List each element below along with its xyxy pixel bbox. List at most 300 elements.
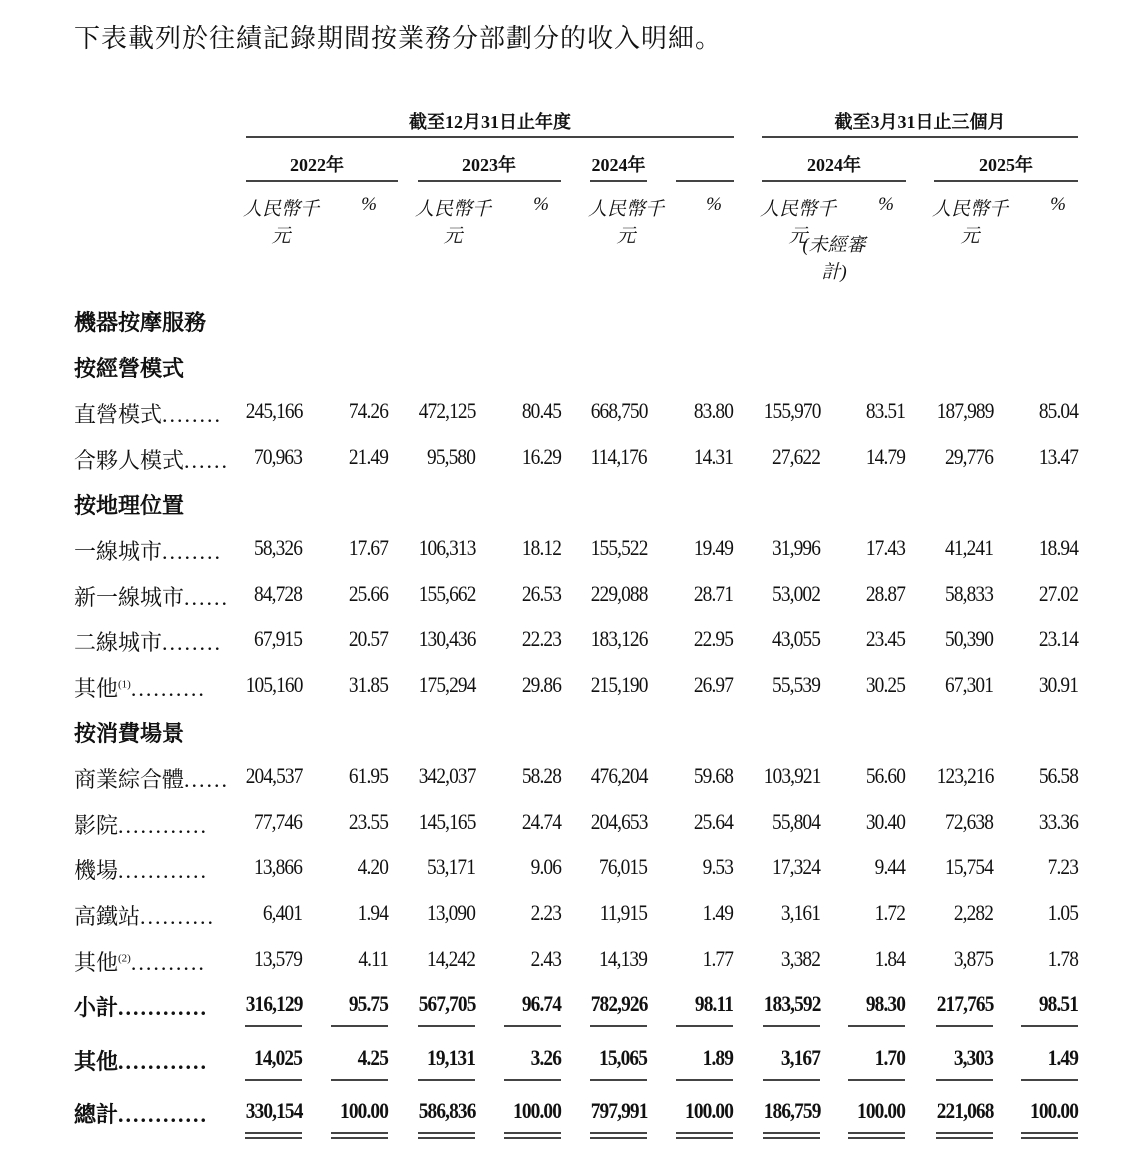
cell-value: 1.78 (1047, 946, 1078, 971)
cell-value: 3,303 (953, 1045, 993, 1070)
percent-cell (992, 763, 1078, 789)
amount-cell (907, 626, 993, 652)
percent-cell (819, 444, 905, 470)
amount-cell (561, 581, 647, 607)
cell-value: 330,154 (245, 1098, 302, 1123)
header-quarter: 截至3月31日止三個月 (834, 112, 1006, 132)
percent-cell (647, 809, 733, 835)
amount-cell (734, 626, 820, 652)
cell-value: 18.12 (521, 535, 561, 560)
cell-value: 26.97 (693, 672, 733, 697)
percent-cell (647, 900, 733, 926)
amount-cell (561, 991, 647, 1017)
row-label (74, 946, 206, 977)
amount-cell (907, 444, 993, 470)
amount-cell (216, 1098, 302, 1124)
cell-value: 17,324 (772, 854, 820, 879)
percent-cell (819, 1045, 905, 1071)
amount-cell (907, 581, 993, 607)
cell-value: 70,963 (254, 444, 302, 469)
percent-cell (647, 1098, 733, 1124)
cell-value: 1.49 (1047, 1045, 1078, 1070)
underline (418, 1079, 475, 1081)
row-label-text: 商業綜合體 (74, 767, 185, 792)
amount-cell (389, 581, 475, 607)
percent-cell (302, 626, 388, 652)
percent-cell (992, 946, 1078, 972)
cell-value: 9.06 (530, 854, 561, 879)
leader-dots: ............ (118, 858, 209, 883)
leader-dots: ...... (184, 585, 230, 610)
year-2025-q1: 2025年 (979, 155, 1033, 175)
amount-cell (216, 1045, 302, 1071)
underline (848, 1025, 905, 1027)
amount-cell (734, 444, 820, 470)
double-underline (848, 1132, 905, 1139)
amount-cell (907, 809, 993, 835)
unit-percent: % (361, 194, 377, 215)
cell-value: 11,915 (599, 900, 647, 925)
double-underline (936, 1132, 993, 1139)
amount-cell (561, 900, 647, 926)
divider (934, 180, 1078, 182)
percent-cell (302, 946, 388, 972)
leader-dots: ............ (118, 995, 209, 1020)
percent-cell (819, 398, 905, 424)
row-label (74, 717, 184, 748)
cell-value: 98.51 (1038, 991, 1078, 1016)
cell-value: 567,705 (418, 991, 475, 1016)
row-label (74, 1098, 208, 1129)
leader-dots: ...... (184, 448, 230, 473)
amount-cell (561, 1098, 647, 1124)
percent-cell (819, 809, 905, 835)
amount-cell (389, 535, 475, 561)
cell-value: 17.67 (348, 535, 388, 560)
cell-value: 58,326 (254, 535, 302, 560)
cell-value: 25.64 (693, 809, 733, 834)
cell-value: 31,996 (772, 535, 820, 560)
percent-cell (647, 991, 733, 1017)
cell-value: 4.25 (357, 1045, 388, 1070)
percent-cell (475, 1098, 561, 1124)
row-label (74, 535, 222, 566)
amount-cell (389, 444, 475, 470)
row-label-text: 按消費場景 (74, 721, 185, 746)
row-label (74, 1045, 208, 1076)
underline (504, 1079, 561, 1081)
cell-value: 1.72 (874, 900, 905, 925)
amount-cell (734, 763, 820, 789)
section-heading (0, 717, 1144, 747)
amount-cell (561, 854, 647, 880)
percent-cell (819, 535, 905, 561)
percent-cell (647, 535, 733, 561)
percent-cell (302, 809, 388, 835)
leader-dots: ............ (118, 1049, 209, 1074)
cell-value: 29,776 (945, 444, 993, 469)
cell-value: 83.51 (865, 398, 905, 423)
cell-value: 14,242 (427, 946, 475, 971)
cell-value: 9.53 (702, 854, 733, 879)
amount-cell (907, 854, 993, 880)
row-label (74, 581, 229, 612)
row-label-text: 機場 (74, 858, 119, 883)
table-row (0, 763, 1144, 793)
underline (504, 1025, 561, 1027)
amount-cell (216, 763, 302, 789)
percent-cell (819, 854, 905, 880)
percent-cell (992, 809, 1078, 835)
cell-value: 17.43 (865, 535, 905, 560)
cell-value: 103,921 (763, 763, 820, 788)
cell-value: 215,190 (590, 672, 647, 697)
row-label (74, 991, 208, 1022)
table-row (0, 809, 1144, 839)
double-underline (418, 1132, 475, 1139)
double-underline (676, 1132, 733, 1139)
double-underline (504, 1132, 561, 1139)
row-label (74, 626, 222, 657)
year-2024: 2024年 (591, 155, 646, 175)
amount-cell (734, 854, 820, 880)
amount-cell (907, 763, 993, 789)
amount-cell (389, 398, 475, 424)
cell-value: 204,537 (245, 763, 302, 788)
cell-value: 14.31 (693, 444, 733, 469)
row-label (74, 900, 215, 931)
percent-cell (302, 854, 388, 880)
percent-cell (475, 581, 561, 607)
amount-cell (389, 672, 475, 698)
row-label-text: 按經營模式 (74, 356, 185, 381)
row-label-text: 合夥人模式 (74, 448, 185, 473)
cell-value: 22.95 (693, 626, 733, 651)
cell-value: 1.70 (874, 1045, 905, 1070)
table-row (0, 854, 1144, 884)
percent-cell (647, 1045, 733, 1071)
cell-value: 1.89 (702, 1045, 733, 1070)
underline (331, 1079, 388, 1081)
cell-value: 16.29 (521, 444, 561, 469)
amount-cell (216, 991, 302, 1017)
cell-value: 23.14 (1038, 626, 1078, 651)
underline (676, 1025, 733, 1027)
row-label (74, 489, 184, 520)
footnote-marker: (2) (118, 952, 131, 965)
cell-value: 67,301 (945, 672, 993, 697)
amount-cell (561, 535, 647, 561)
percent-cell (647, 672, 733, 698)
amount-cell (734, 398, 820, 424)
year-2024-q1: 2024年 (807, 155, 861, 175)
cell-value: 782,926 (590, 991, 647, 1016)
unit-percent: % (878, 194, 894, 215)
row-label (74, 809, 208, 840)
percent-cell (992, 535, 1078, 561)
amount-cell (561, 809, 647, 835)
cell-value: 1.94 (357, 900, 388, 925)
percent-cell (992, 900, 1078, 926)
table-row (0, 672, 1144, 702)
row-label (74, 398, 222, 429)
table-row (0, 535, 1144, 565)
percent-cell (302, 535, 388, 561)
year-2022: 2022年 (290, 155, 344, 175)
underline (590, 1025, 647, 1027)
row-label-text: 新一線城市 (74, 585, 185, 610)
cell-value: 30.40 (865, 809, 905, 834)
amount-cell (389, 900, 475, 926)
cell-value: 58.28 (521, 763, 561, 788)
amount-cell (389, 991, 475, 1017)
row-label-text: 直營模式 (74, 402, 163, 427)
amount-cell (216, 672, 302, 698)
cell-value: 3,167 (780, 1045, 820, 1070)
amount-cell (561, 763, 647, 789)
row-label (74, 352, 184, 383)
unaudited-note: (未經審計) (802, 235, 866, 283)
cell-value: 1.84 (874, 946, 905, 971)
unit-rmb-thousands: 人民幣千元 (414, 199, 491, 247)
percent-cell (819, 581, 905, 607)
amount-cell (216, 398, 302, 424)
cell-value: 41,241 (945, 535, 993, 560)
footnote-marker: (1) (118, 678, 131, 691)
double-underline (590, 1132, 647, 1139)
row-label-text: 總計 (74, 1102, 119, 1127)
double-underline (245, 1132, 302, 1139)
percent-cell (475, 946, 561, 972)
cell-value: 61.95 (348, 763, 388, 788)
percent-cell (475, 763, 561, 789)
cell-value: 19,131 (427, 1045, 475, 1070)
row-label (74, 854, 208, 885)
cell-value: 85.04 (1038, 398, 1078, 423)
cell-value: 27,622 (772, 444, 820, 469)
percent-cell (819, 672, 905, 698)
percent-cell (819, 991, 905, 1017)
underline (418, 1025, 475, 1027)
amount-cell (907, 535, 993, 561)
percent-cell (302, 763, 388, 789)
amount-cell (561, 626, 647, 652)
cell-value: 83.80 (693, 398, 733, 423)
percent-cell (647, 444, 733, 470)
cell-value: 95.75 (348, 991, 388, 1016)
leader-dots: ........ (162, 539, 223, 564)
cell-value: 1.05 (1047, 900, 1078, 925)
double-underline (331, 1132, 388, 1139)
row-label-text: 機器按摩服務 (74, 310, 207, 335)
percent-cell (302, 672, 388, 698)
cell-value: 9.44 (874, 854, 905, 879)
amount-cell (216, 535, 302, 561)
cell-value: 155,970 (763, 398, 820, 423)
divider (246, 136, 734, 138)
amount-cell (734, 991, 820, 1017)
cell-value: 2.23 (530, 900, 561, 925)
underline (936, 1079, 993, 1081)
row-label-text: 其他 (74, 676, 119, 701)
cell-value: 186,759 (763, 1098, 820, 1123)
amount-cell (734, 900, 820, 926)
amount-cell (561, 672, 647, 698)
percent-cell (992, 1045, 1078, 1071)
cell-value: 100.00 (857, 1098, 905, 1123)
amount-cell (734, 809, 820, 835)
amount-cell (734, 1098, 820, 1124)
cell-value: 3,875 (953, 946, 993, 971)
percent-cell (819, 763, 905, 789)
cell-value: 13,090 (427, 900, 475, 925)
leader-dots: ........ (162, 402, 223, 427)
cell-value: 105,160 (245, 672, 302, 697)
section-heading (0, 352, 1144, 382)
underline (676, 1079, 733, 1081)
row-label-text: 影院 (74, 813, 119, 838)
cell-value: 55,539 (772, 672, 820, 697)
amount-cell (561, 444, 647, 470)
cell-value: 13,866 (254, 854, 302, 879)
cell-value: 95,580 (427, 444, 475, 469)
cell-value: 2.43 (530, 946, 561, 971)
cell-value: 2,282 (953, 900, 993, 925)
cell-value: 76,015 (599, 854, 647, 879)
cell-value: 23.55 (348, 809, 388, 834)
unit-percent: % (533, 194, 549, 215)
amount-cell (216, 946, 302, 972)
leader-dots: .......... (140, 904, 216, 929)
cell-value: 1.77 (702, 946, 733, 971)
section-heading (0, 489, 1144, 519)
row-label-text: 其他 (74, 950, 119, 975)
cell-value: 3.26 (530, 1045, 561, 1070)
percent-cell (992, 398, 1078, 424)
cell-value: 23.45 (865, 626, 905, 651)
cell-value: 18.94 (1038, 535, 1078, 560)
table-row (0, 991, 1144, 1021)
percent-cell (302, 398, 388, 424)
row-label (74, 672, 206, 703)
amount-cell (389, 626, 475, 652)
amount-cell (907, 672, 993, 698)
cell-value: 33.36 (1038, 809, 1078, 834)
cell-value: 31.85 (348, 672, 388, 697)
cell-value: 123,216 (936, 763, 993, 788)
underline (848, 1079, 905, 1081)
amount-cell (734, 672, 820, 698)
cell-value: 14,025 (254, 1045, 302, 1070)
leader-dots: .......... (130, 676, 206, 701)
cell-value: 130,436 (418, 626, 475, 651)
cell-value: 4.11 (358, 946, 388, 971)
row-label-text: 一線城市 (74, 539, 163, 564)
cell-value: 183,126 (590, 626, 647, 651)
amount-cell (734, 535, 820, 561)
table-row (0, 1098, 1144, 1128)
underline (245, 1079, 302, 1081)
cell-value: 7.23 (1047, 854, 1078, 879)
amount-cell (561, 1045, 647, 1071)
percent-cell (475, 900, 561, 926)
cell-value: 77,746 (254, 809, 302, 834)
cell-value: 229,088 (590, 581, 647, 606)
cell-value: 74.26 (348, 398, 388, 423)
cell-value: 53,171 (427, 854, 475, 879)
leader-dots: .......... (130, 950, 206, 975)
double-underline (763, 1132, 820, 1139)
unit-rmb-thousands: 人民幣千元 (759, 199, 836, 247)
underline (1021, 1079, 1078, 1081)
cell-value: 1.49 (702, 900, 733, 925)
row-label-text: 高鐵站 (74, 904, 141, 929)
percent-cell (475, 535, 561, 561)
percent-cell (992, 626, 1078, 652)
amount-cell (907, 900, 993, 926)
cell-value: 183,592 (763, 991, 820, 1016)
cell-value: 84,728 (254, 581, 302, 606)
percent-cell (819, 1098, 905, 1124)
row-label-text: 小計 (74, 995, 119, 1020)
row-label (74, 306, 206, 337)
cell-value: 155,522 (590, 535, 647, 560)
percent-cell (475, 444, 561, 470)
underline (936, 1025, 993, 1027)
cell-value: 19.49 (693, 535, 733, 560)
underline (245, 1025, 302, 1027)
divider (676, 180, 734, 182)
cell-value: 13,579 (254, 946, 302, 971)
amount-cell (389, 809, 475, 835)
cell-value: 15,754 (945, 854, 993, 879)
cell-value: 58,833 (945, 581, 993, 606)
percent-cell (992, 991, 1078, 1017)
cell-value: 72,638 (945, 809, 993, 834)
percent-cell (302, 991, 388, 1017)
percent-cell (302, 1098, 388, 1124)
leader-dots: ............ (118, 813, 209, 838)
table-row (0, 444, 1144, 474)
row-label (74, 763, 229, 794)
cell-value: 472,125 (418, 398, 475, 423)
cell-value: 27.02 (1038, 581, 1078, 606)
percent-cell (647, 581, 733, 607)
cell-value: 55,804 (772, 809, 820, 834)
cell-value: 175,294 (418, 672, 475, 697)
percent-cell (302, 1045, 388, 1071)
cell-value: 24.74 (521, 809, 561, 834)
unit-rmb-thousands: 人民幣千元 (931, 199, 1008, 247)
amount-cell (389, 946, 475, 972)
percent-cell (475, 672, 561, 698)
cell-value: 22.23 (521, 626, 561, 651)
cell-value: 56.60 (865, 763, 905, 788)
table-row (0, 626, 1144, 656)
cell-value: 29.86 (521, 672, 561, 697)
divider (762, 136, 1078, 138)
row-label-text: 按地理位置 (74, 493, 185, 518)
cell-value: 80.45 (521, 398, 561, 423)
percent-cell (647, 398, 733, 424)
percent-cell (302, 581, 388, 607)
unit-percent: % (1050, 194, 1066, 215)
row-label-text: 二線城市 (74, 630, 163, 655)
amount-cell (389, 1045, 475, 1071)
cell-value: 155,662 (418, 581, 475, 606)
cell-value: 342,037 (418, 763, 475, 788)
cell-value: 67,915 (254, 626, 302, 651)
